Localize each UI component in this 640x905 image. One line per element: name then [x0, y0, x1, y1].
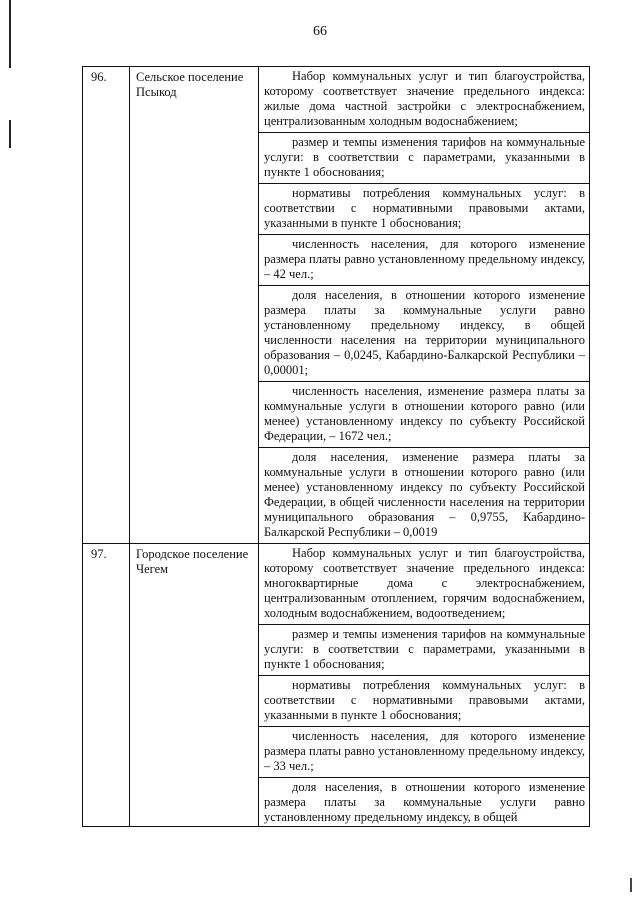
description-paragraph: Набор коммунальных услуг и тип благоустройства, которому соответствует значение предельного индекса: жилые дома частной застройки с электроснабжением, централизованным холодным водоснабжением; [259, 67, 589, 133]
row-number: 96. [83, 67, 130, 544]
description-paragraph: нормативы потребления коммунальных услуг: в соответствии с нормативными правовыми актами, указанными в пункте 1 обоснования; [259, 676, 589, 727]
description-cell [259, 544, 590, 827]
description-paragraph: Набор коммунальных услуг и тип благоустройства, которому соответствует значение предельного индекса: многоквартирные дома с электроснабжением, централизованным отоплением, горячим водоснабжением, холодным водоснабжением, водоотведением; [259, 544, 589, 625]
description-paragraph: доля населения, в отношении которого изменение размера платы за коммунальные услуги равно установленному предельному индексу, в общей численности населения на территории муниципального образования – 0,0245, Кабардино-Балкарской Республики – 0,00001; [259, 286, 589, 382]
description-paragraph: численность населения, для которого изменение размера платы равно установленному предельному индексу, – 33 чел.; [259, 727, 589, 778]
table-row [83, 67, 590, 544]
settlement-name: Сельское поселение Псыкод [130, 67, 259, 544]
description-paragraph: численность населения, для которого изменение размера платы равно установленному предельному индексу, – 42 чел.; [259, 235, 589, 286]
scan-edge-mark [9, 0, 11, 68]
description-paragraph: численность населения, изменение размера платы за коммунальные услуги в отношении которого равно (или менее) установленному индексу по субъекту Российской Федерации, – 1672 чел.; [259, 382, 589, 448]
scan-edge-mark [9, 120, 11, 148]
document-table [82, 66, 590, 827]
description-paragraph: доля населения, в отношении которого изменение размера платы за коммунальные услуги равно установленному предельному индексу, в общей [264, 780, 585, 824]
description-paragraph: размер и темпы изменения тарифов на коммунальные услуги: в соответствии с параметрами, указанными в пункте 1 обоснования; [259, 133, 589, 184]
description-paragraph: размер и темпы изменения тарифов на коммунальные услуги: в соответствии с параметрами, указанными в пункте 1 обоснования; [259, 625, 589, 676]
description-cell [259, 67, 590, 544]
description-paragraph: доля населения, изменение размера платы за коммунальные услуги в отношении которого равно (или менее) установленному индексу по субъекту Российской Федерации, в общей численности населения на территории муниципального образования – 0,9755, Кабардино-Балкарской Республики – 0,0019 [264, 450, 585, 539]
page-number: 66 [313, 24, 327, 39]
settlement-name: Городское поселение Чегем [130, 544, 259, 827]
table-row [83, 544, 590, 827]
row-number: 97. [83, 544, 130, 827]
description-paragraph: нормативы потребления коммунальных услуг: в соответствии с нормативными правовыми актами, указанными в пункте 1 обоснования; [259, 184, 589, 235]
scan-edge-mark [630, 878, 632, 892]
